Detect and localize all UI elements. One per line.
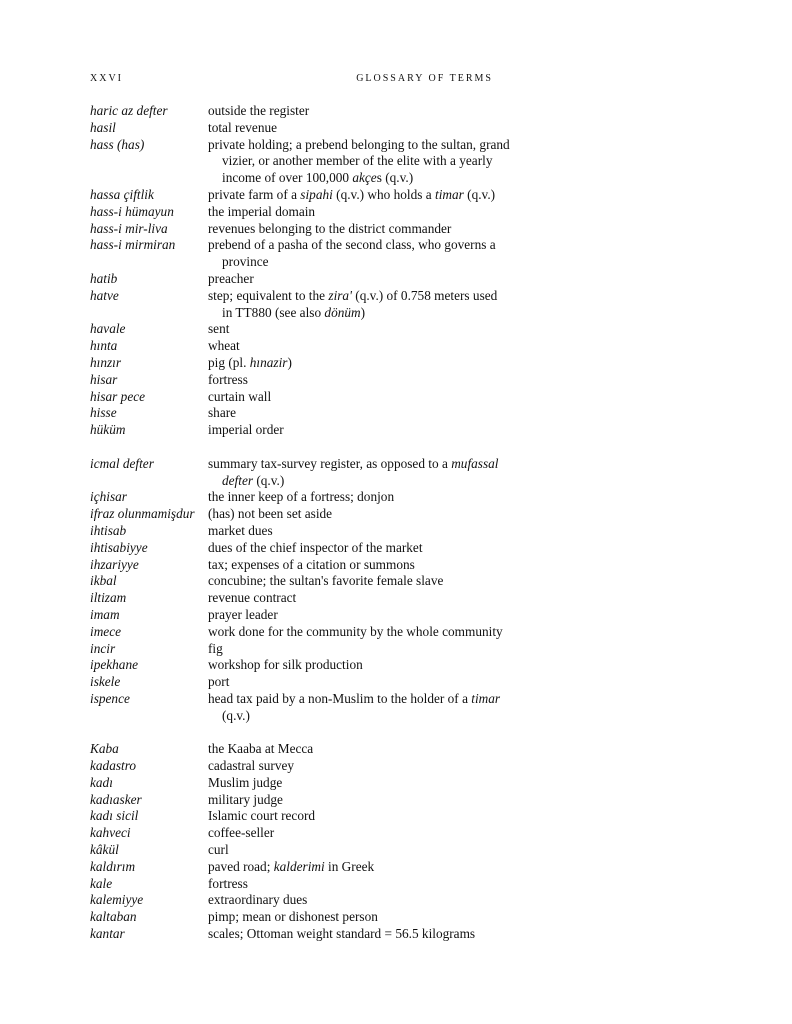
glossary-definition: preacher <box>208 270 254 286</box>
glossary-entry <box>90 842 510 859</box>
glossary-entry <box>90 741 510 758</box>
glossary-term: kalemiyye <box>90 892 144 908</box>
glossary-definition: the imperial domain <box>208 203 316 219</box>
glossary-definition: workshop for silk production <box>208 657 363 673</box>
glossary-term: hass-i mirmiran <box>90 237 176 253</box>
glossary-term: iltizam <box>90 590 127 606</box>
glossary-term: hisse <box>90 405 117 421</box>
glossary-term: ifraz olunmamişdur <box>90 506 195 522</box>
italic-term: hınazir <box>249 354 288 370</box>
glossary-entry <box>90 540 510 557</box>
glossary-list <box>90 103 510 943</box>
glossary-entry <box>90 389 510 406</box>
glossary-term: kahveci <box>90 825 131 841</box>
glossary-term: hüküm <box>90 422 126 438</box>
glossary-entry <box>90 288 510 322</box>
glossary-term: hass-i hümayun <box>90 203 174 219</box>
glossary-entry <box>90 405 510 422</box>
glossary-term: icmal defter <box>90 455 154 471</box>
glossary-entry <box>90 187 510 204</box>
glossary-entry <box>90 691 510 725</box>
glossary-definition: dues of the chief inspector of the market <box>208 539 423 555</box>
glossary-term: havale <box>90 321 126 337</box>
glossary-term: hisar pece <box>90 388 146 404</box>
glossary-definition: head tax paid by a non-Muslim to the holder of a timar (q.v.) <box>208 690 501 723</box>
glossary-definition: tax; expenses of a citation or summons <box>208 556 415 572</box>
glossary-definition: imperial order <box>208 422 284 438</box>
glossary-definition: market dues <box>208 522 273 538</box>
glossary-term: kadastro <box>90 758 137 774</box>
italic-term: dönüm <box>324 304 361 320</box>
glossary-term: kadı <box>90 774 113 790</box>
glossary-definition: private holding; a prebend belonging to the sultan, grand vizier, or another member of the elite with a yearly income of over 100,000 akçes (q.v.) <box>208 136 510 186</box>
glossary-entry <box>90 221 510 238</box>
glossary-term: iskele <box>90 674 121 690</box>
glossary-entry <box>90 355 510 372</box>
glossary-entry <box>90 624 510 641</box>
glossary-term: ihtisabiyye <box>90 539 148 555</box>
glossary-entry <box>90 876 510 893</box>
glossary-entry <box>90 808 510 825</box>
glossary-definition: step; equivalent to the zira' (q.v.) of 0.758 meters used in TT880 (see also dönüm) <box>208 287 498 320</box>
glossary-entry <box>90 590 510 607</box>
glossary-definition: curtain wall <box>208 388 272 404</box>
glossary-term: ihtisab <box>90 522 127 538</box>
glossary-definition: cadastral survey <box>208 758 295 774</box>
glossary-term: hisar <box>90 371 118 387</box>
glossary-term: haric az defter <box>90 103 168 118</box>
glossary-definition: curl <box>208 842 229 858</box>
glossary-entry <box>90 137 510 187</box>
glossary-term: hatve <box>90 287 119 303</box>
glossary-definition: sent <box>208 321 230 337</box>
glossary-term: hatib <box>90 270 118 286</box>
glossary-term: imam <box>90 606 120 622</box>
glossary-definition: wheat <box>208 338 240 354</box>
glossary-entry <box>90 523 510 540</box>
glossary-definition: private farm of a sipahi (q.v.) who holds a timar (q.v.) <box>208 186 496 202</box>
glossary-definition: fig <box>208 640 223 656</box>
glossary-term: kaltaban <box>90 909 137 925</box>
glossary-entry <box>90 607 510 624</box>
glossary-entry <box>90 204 510 221</box>
glossary-term: hass-i mir-liva <box>90 220 168 236</box>
italic-term: kalderimi <box>273 858 325 874</box>
glossary-definition: (has) not been set aside <box>208 506 333 522</box>
glossary-entry <box>90 456 510 490</box>
glossary-term: kale <box>90 875 113 891</box>
page-number: XXVI <box>90 73 123 84</box>
glossary-definition: revenue contract <box>208 590 297 606</box>
glossary-entry <box>90 859 510 876</box>
glossary-entry <box>90 338 510 355</box>
glossary-definition: the Kaaba at Mecca <box>208 741 314 757</box>
glossary-definition: prayer leader <box>208 606 278 622</box>
glossary-definition: coffee-seller <box>208 825 275 841</box>
italic-term: mufassal defter <box>222 455 499 488</box>
glossary-term: hassa çiftlik <box>90 186 154 202</box>
glossary-term: içhisar <box>90 489 127 505</box>
glossary-entry <box>90 489 510 506</box>
glossary-entry <box>90 573 510 590</box>
glossary-entry <box>90 271 510 288</box>
glossary-definition: extraordinary dues <box>208 892 308 908</box>
glossary-definition: outside the register <box>208 103 310 118</box>
glossary-entry <box>90 758 510 775</box>
glossary-entry <box>90 892 510 909</box>
glossary-entry <box>90 825 510 842</box>
glossary-term: hınta <box>90 338 118 354</box>
section-gap <box>90 724 510 741</box>
glossary-term: Kaba <box>90 741 119 757</box>
glossary-definition: concubine; the sultan's favorite female slave <box>208 573 444 589</box>
glossary-definition: Islamic court record <box>208 808 316 824</box>
section-gap <box>90 439 510 456</box>
glossary-definition: prebend of a pasha of the second class, who governs a province <box>208 237 496 270</box>
glossary-definition: the inner keep of a fortress; donjon <box>208 489 395 505</box>
glossary-term: kâkül <box>90 842 119 858</box>
glossary-term: ikbal <box>90 573 117 589</box>
glossary-entry <box>90 792 510 809</box>
glossary-definition: fortress <box>208 371 248 387</box>
glossary-term: kadıasker <box>90 791 142 807</box>
glossary-definition: fortress <box>208 875 248 891</box>
glossary-term: hass (has) <box>90 136 145 152</box>
glossary-entry <box>90 422 510 439</box>
glossary-term: kadı sicil <box>90 808 139 824</box>
glossary-definition: pig (pl. hınazir) <box>208 354 292 370</box>
glossary-entry <box>90 237 510 271</box>
glossary-definition: share <box>208 405 237 421</box>
glossary-definition: military judge <box>208 791 283 807</box>
glossary-definition: summary tax-survey register, as opposed to a mufassal defter (q.v.) <box>208 455 499 488</box>
glossary-term: hınzır <box>90 354 122 370</box>
italic-term: zira' <box>328 287 352 303</box>
page-header <box>90 73 493 89</box>
italic-term: sipahi <box>300 186 333 202</box>
glossary-term: kaldırım <box>90 858 136 874</box>
glossary-definition: pimp; mean or dishonest person <box>208 909 378 925</box>
glossary-term: ipekhane <box>90 657 138 673</box>
glossary-term: ispence <box>90 690 130 706</box>
italic-term: akçe <box>352 170 377 186</box>
glossary-term: kantar <box>90 926 125 942</box>
glossary-definition: port <box>208 674 230 690</box>
glossary-definition: Muslim judge <box>208 774 283 790</box>
glossary-entry <box>90 657 510 674</box>
glossary-entry <box>90 775 510 792</box>
glossary-definition: scales; Ottoman weight standard = 56.5 kilograms <box>208 926 476 942</box>
glossary-entry <box>90 641 510 658</box>
glossary-definition: paved road; kalderimi in Greek <box>208 858 375 874</box>
glossary-entry <box>90 909 510 926</box>
glossary-term: incir <box>90 640 116 656</box>
glossary-definition: total revenue <box>208 119 278 135</box>
italic-term: timar <box>471 690 501 706</box>
glossary-entry <box>90 120 510 137</box>
glossary-definition: work done for the community by the whole community <box>208 623 503 639</box>
glossary-term: imece <box>90 623 122 639</box>
glossary-entry <box>90 372 510 389</box>
glossary-entry <box>90 506 510 523</box>
glossary-term: hasil <box>90 119 116 135</box>
glossary-entry <box>90 674 510 691</box>
glossary-term: ihzariyye <box>90 556 139 572</box>
italic-term: timar <box>435 186 464 202</box>
glossary-entry <box>90 321 510 338</box>
glossary-definition: revenues belonging to the district commander <box>208 220 452 236</box>
glossary-entry <box>90 926 510 943</box>
glossary-entry <box>90 557 510 574</box>
glossary-entry <box>90 103 510 120</box>
running-title: GLOSSARY OF TERMS <box>356 73 493 84</box>
